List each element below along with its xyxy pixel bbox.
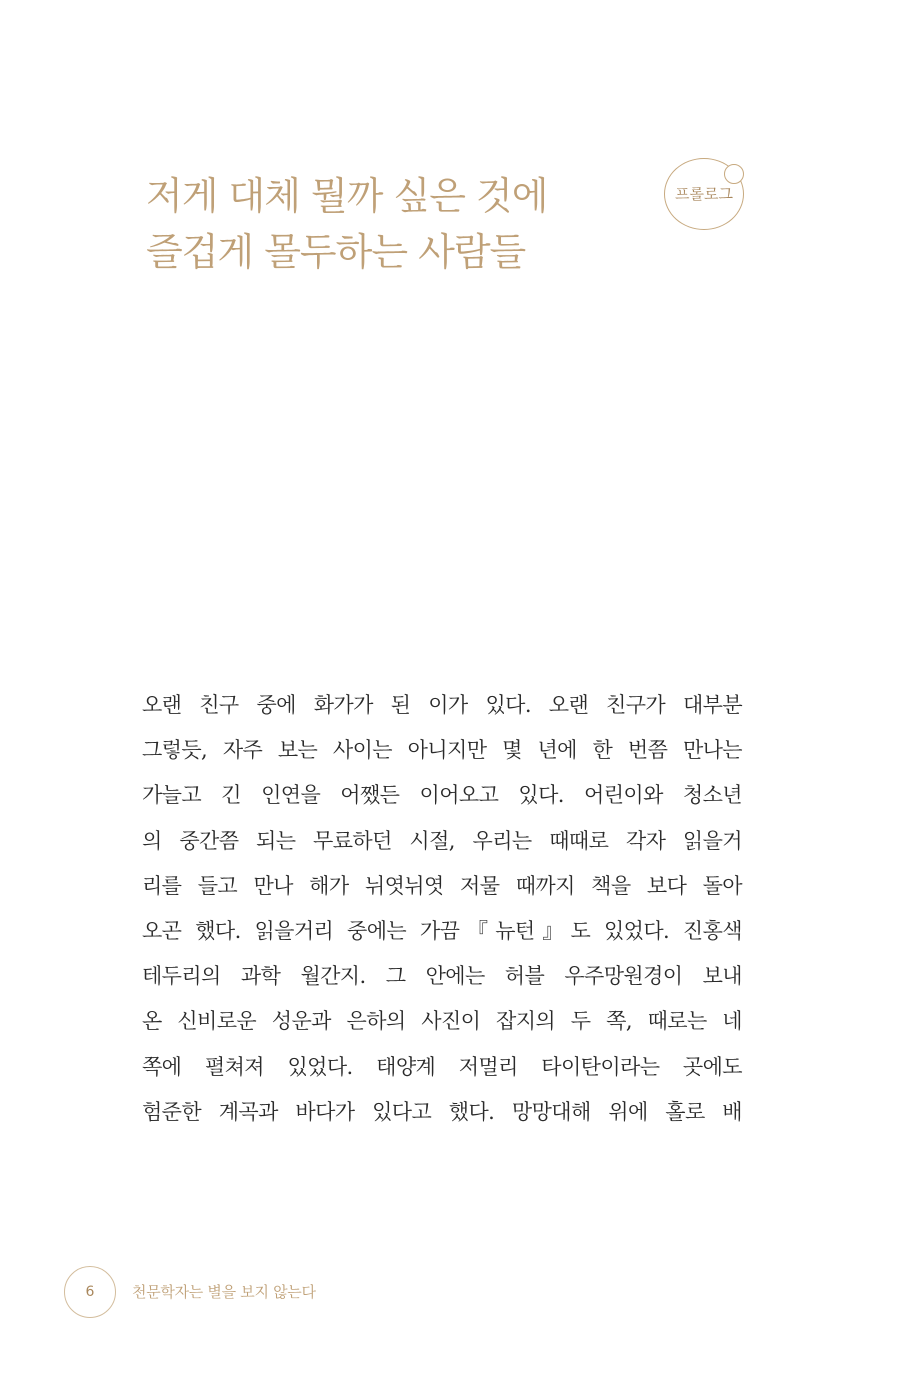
body-line: 가늘고 긴 인연을 어쨌든 이어오고 있다. 어린이와 청소년 — [142, 783, 742, 808]
body-paragraph — [142, 683, 742, 1135]
running-book-title: 천문학자는 별을 보지 않는다 — [132, 1283, 316, 1301]
body-line: 그렇듯, 자주 보는 사이는 아니지만 몇 년에 한 번쯤 만나는 — [142, 738, 742, 763]
chapter-title — [146, 168, 547, 280]
body-line: 의 중간쯤 되는 무료하던 시절, 우리는 때때로 각자 읽을거 — [142, 828, 742, 853]
body-line: 온 신비로운 성운과 은하의 사진이 잡지의 두 쪽, 때로는 네 — [142, 1009, 742, 1034]
prologue-badge — [664, 158, 750, 232]
body-line: 오랜 친구 중에 화가가 된 이가 있다. 오랜 친구가 대부분 — [142, 693, 742, 717]
prologue-label: 프롤로그 — [675, 185, 733, 203]
body-line: 테두리의 과학 월간지. 그 안에는 허블 우주망원경이 보내 — [142, 964, 742, 989]
page-number: 6 — [64, 1266, 116, 1318]
body-line: 험준한 계곡과 바다가 있다고 했다. 망망대해 위에 홀로 배 — [142, 1099, 742, 1124]
chapter-title-line-2: 즐겁게 몰두하는 사람들 — [146, 230, 526, 274]
chapter-title-line-1: 저게 대체 뭘까 싶은 것에 — [146, 174, 548, 218]
body-line: 쪽에 펼쳐져 있었다. 태양계 저멀리 타이탄이라는 곳에도 — [142, 1054, 742, 1079]
body-line: 오곤 했다. 읽을거리 중에는 가끔『뉴턴』도 있었다. 진홍색 — [142, 919, 742, 944]
body-line: 리를 들고 만나 해가 뉘엿뉘엿 저물 때까지 책을 보다 돌아 — [142, 873, 742, 898]
